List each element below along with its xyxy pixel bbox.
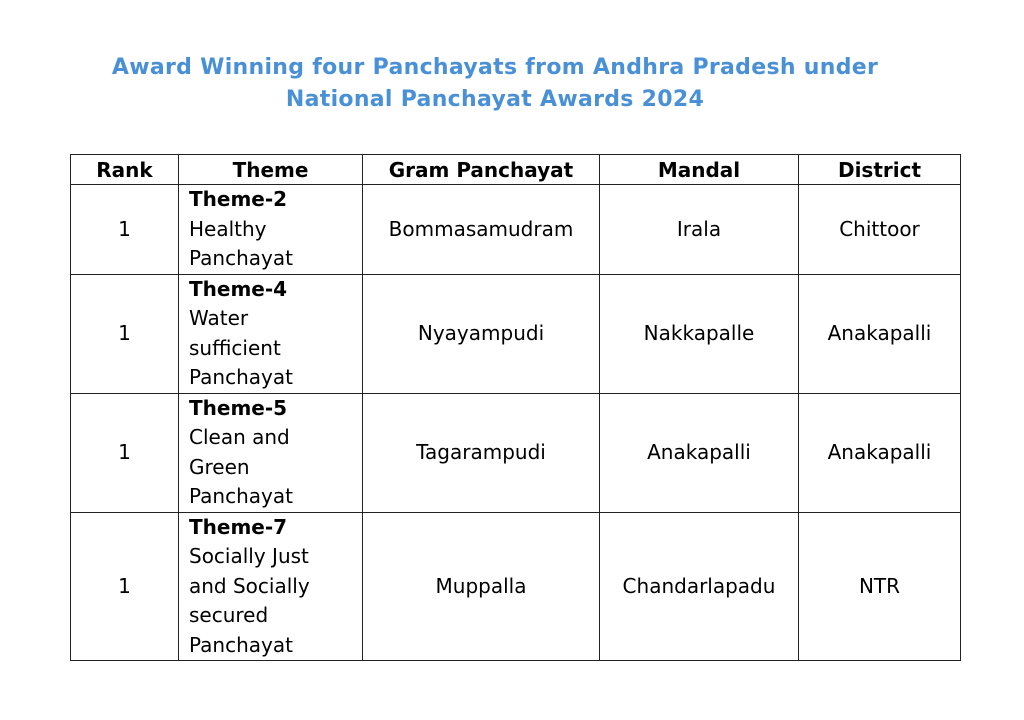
gram-panchayat-cell: Tagarampudi	[363, 393, 600, 512]
table-row	[71, 512, 961, 661]
theme-desc-line: Panchayat	[189, 365, 293, 389]
theme-desc-line: Healthy	[189, 216, 267, 241]
theme-desc-line: Clean and	[189, 425, 290, 449]
theme-desc-line: Socially Just	[189, 544, 309, 568]
table-row	[71, 393, 961, 512]
table-row	[71, 185, 961, 275]
mandal-cell: Nakkapalle	[600, 274, 799, 393]
theme-label: Theme-5	[189, 395, 288, 420]
theme-desc-line: Water	[189, 306, 249, 330]
theme-label: Theme-2	[189, 187, 288, 211]
table-header-row	[71, 155, 961, 185]
district-cell: Anakapalli	[799, 274, 961, 393]
theme-label: Theme-4	[189, 276, 288, 301]
header-rank: Rank	[71, 155, 179, 185]
title-line-1: Award Winning four Panchayats from Andhra Pradesh under	[111, 55, 879, 80]
theme-desc-line: Panchayat	[189, 246, 293, 270]
gram-panchayat-cell: Bommasamudram	[363, 185, 600, 275]
mandal-cell: Irala	[600, 185, 799, 275]
theme-desc-line: and Socially	[189, 573, 310, 598]
gram-panchayat-cell: Nyayampudi	[363, 274, 600, 393]
theme-desc-line: secured	[189, 603, 269, 627]
rank-cell: 1	[71, 512, 179, 661]
header-mandal: Mandal	[600, 155, 799, 185]
theme-cell	[179, 393, 363, 512]
header-district: District	[799, 155, 961, 185]
theme-cell	[179, 185, 363, 275]
title-line-2: National Panchayat Awards 2024	[285, 87, 705, 112]
theme-label: Theme-7	[189, 514, 288, 539]
theme-cell	[179, 274, 363, 393]
header-theme: Theme	[179, 155, 363, 185]
rank-cell: 1	[71, 393, 179, 512]
gram-panchayat-cell: Muppalla	[363, 512, 600, 661]
table-row	[71, 274, 961, 393]
theme-cell	[179, 512, 363, 661]
header-gram-panchayat: Gram Panchayat	[363, 155, 600, 185]
district-cell: Anakapalli	[799, 393, 961, 512]
rank-cell: 1	[71, 274, 179, 393]
rank-cell: 1	[71, 185, 179, 275]
awards-table	[70, 154, 961, 661]
theme-desc-line: Green	[189, 454, 250, 479]
theme-desc-line: sufficient	[189, 335, 281, 360]
theme-desc-line: Panchayat	[189, 484, 293, 508]
district-cell: NTR	[799, 512, 961, 661]
document-title	[0, 52, 990, 116]
mandal-cell: Chandarlapadu	[600, 512, 799, 661]
mandal-cell: Anakapalli	[600, 393, 799, 512]
theme-desc-line: Panchayat	[189, 632, 293, 657]
district-cell: Chittoor	[799, 185, 961, 275]
